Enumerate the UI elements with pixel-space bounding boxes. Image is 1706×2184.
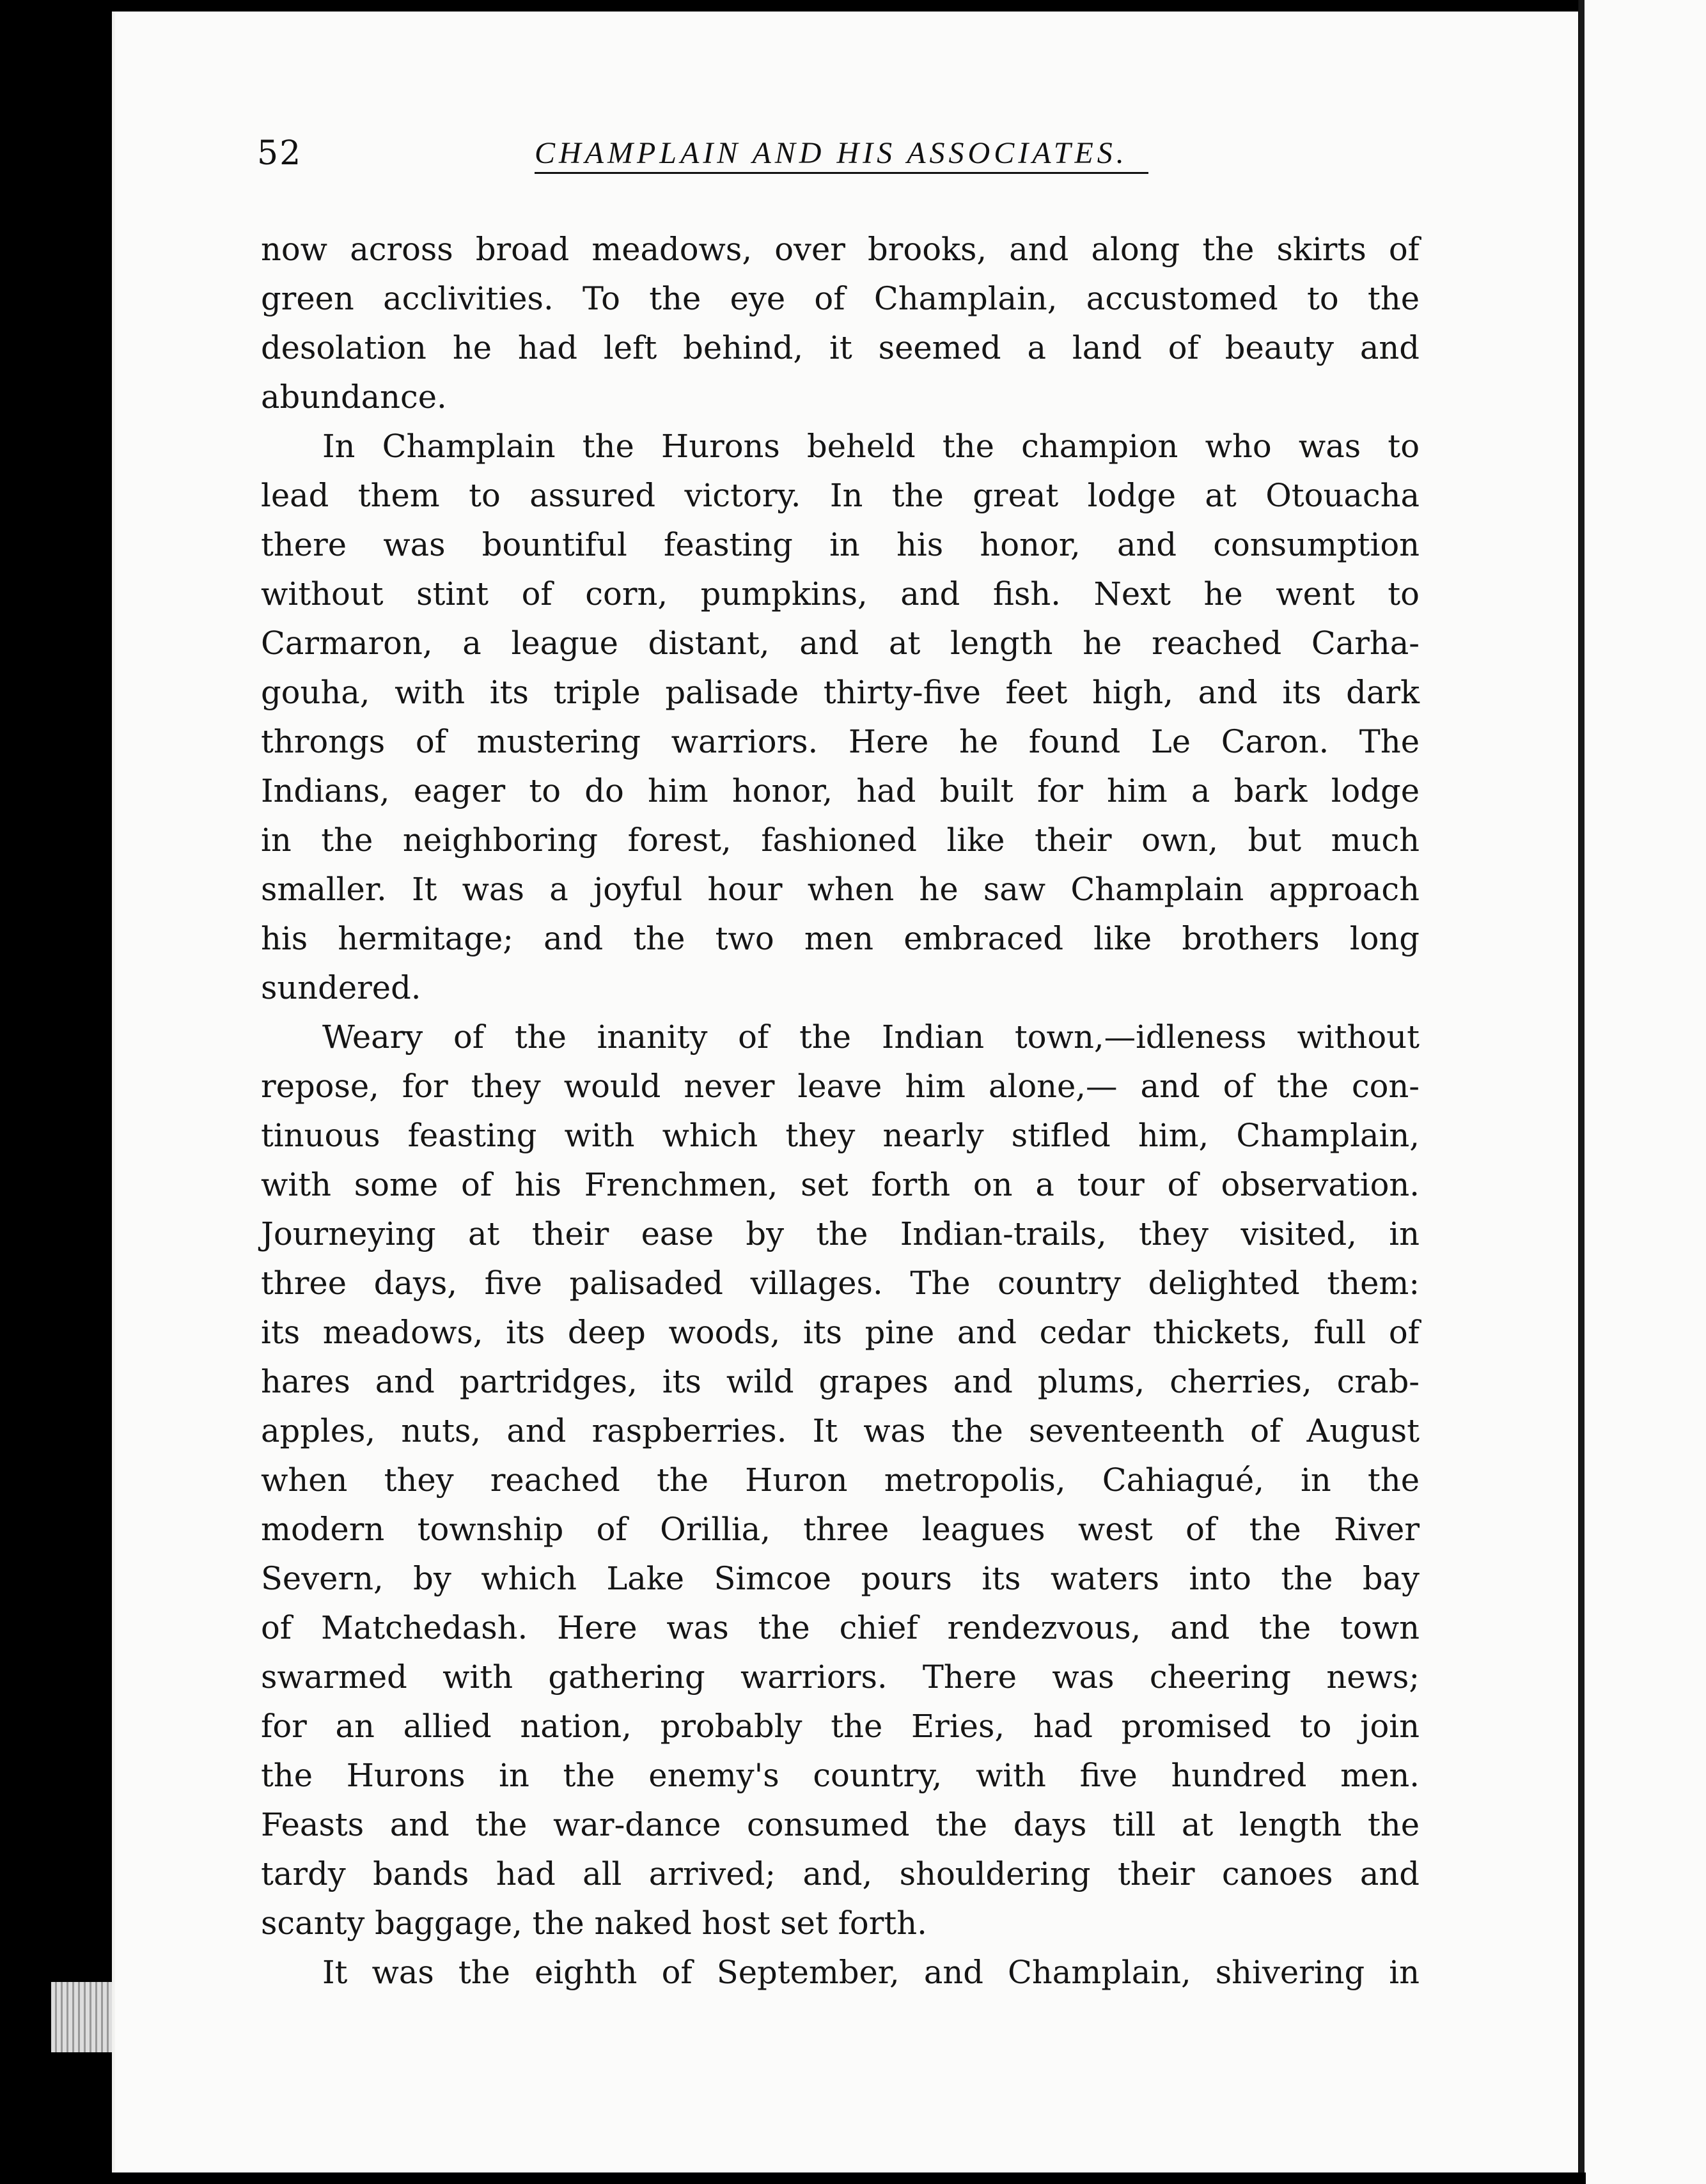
- text-line: the Hurons in the enemy's country, with five hundred men.: [261, 1757, 1420, 1794]
- scan-bottom-border: [77, 2172, 1586, 2184]
- text-line: In Champlain the Hurons beheld the champion who was to: [322, 428, 1420, 465]
- text-line: Indians, eager to do him honor, had built for him a bark lodge: [261, 772, 1420, 809]
- text-line: hares and partridges, its wild grapes and plums, cherries, crab-: [261, 1363, 1420, 1400]
- text-line: without stint of corn, pumpkins, and fish. Next he went to: [261, 575, 1420, 612]
- scan-left-border: [0, 0, 112, 2184]
- text-line: desolation he had left behind, it seemed a land of beauty and: [261, 329, 1420, 366]
- text-line: apples, nuts, and raspberries. It was the seventeenth of August: [261, 1412, 1420, 1449]
- text-line: It was the eighth of September, and Champlain, shivering in: [322, 1954, 1420, 1991]
- text-line: tinuous feasting with which they nearly stifled him, Champlain,: [261, 1117, 1420, 1154]
- text-line: there was bountiful feasting in his honor, and consumption: [261, 526, 1420, 563]
- page-number: 52: [257, 134, 302, 173]
- text-line: with some of his Frenchmen, set forth on a tour of observation.: [261, 1166, 1420, 1203]
- text-line: Weary of the inanity of the Indian town,—idleness without: [322, 1018, 1420, 1056]
- text-line: Journeying at their ease by the Indian-trails, they visited, in: [261, 1215, 1420, 1252]
- scan-top-border: [77, 0, 1586, 12]
- text-line: its meadows, its deep woods, its pine and cedar thickets, full of: [261, 1314, 1420, 1351]
- text-line: throngs of mustering warriors. Here he found Le Caron. The: [261, 723, 1420, 760]
- text-line: scanty baggage, the naked host set forth.: [261, 1905, 927, 1942]
- text-line: for an allied nation, probably the Eries, had promised to join: [261, 1708, 1420, 1745]
- facing-page-sliver: [1579, 0, 1706, 2184]
- text-line: repose, for they would never leave him alone,— and of the con-: [261, 1068, 1420, 1105]
- text-line: when they reached the Huron metropolis, Cahiagué, in the: [261, 1462, 1420, 1499]
- text-line: three days, five palisaded villages. The country delighted them:: [261, 1265, 1420, 1302]
- running-title: CHAMPLAIN AND HIS ASSOCIATES.: [535, 136, 1148, 174]
- text-line: green acclivities. To the eye of Champlain, accustomed to the: [261, 280, 1420, 317]
- text-line: of Matchedash. Here was the chief rendezvous, and the town: [261, 1609, 1420, 1646]
- text-line: Severn, by which Lake Simcoe pours its waters into the bay: [261, 1560, 1420, 1597]
- text-line: tardy bands had all arrived; and, shouldering their canoes and: [261, 1855, 1420, 1892]
- text-line: gouha, with its triple palisade thirty-five feet high, and its dark: [261, 674, 1420, 711]
- text-line: Carmaron, a league distant, and at length he reached Carha-: [261, 625, 1420, 662]
- text-line: smaller. It was a joyful hour when he saw Champlain approach: [261, 871, 1420, 908]
- text-line: swarmed with gathering warriors. There was cheering news;: [261, 1658, 1420, 1696]
- text-line: lead them to assured victory. In the great lodge at Otouacha: [261, 477, 1420, 514]
- text-line: his hermitage; and the two men embraced like brothers long: [261, 920, 1420, 957]
- text-line: in the neighboring forest, fashioned like their own, but much: [261, 822, 1420, 859]
- text-line: sundered.: [261, 969, 421, 1006]
- text-line: now across broad meadows, over brooks, and along the skirts of: [261, 231, 1420, 268]
- binding-clip-marks: [51, 1982, 112, 2052]
- body-text: [261, 225, 1420, 1997]
- text-line: Feasts and the war-dance consumed the days till at length the: [261, 1806, 1420, 1843]
- text-line: abundance.: [261, 378, 447, 416]
- text-line: modern township of Orillia, three leagues west of the River: [261, 1511, 1420, 1548]
